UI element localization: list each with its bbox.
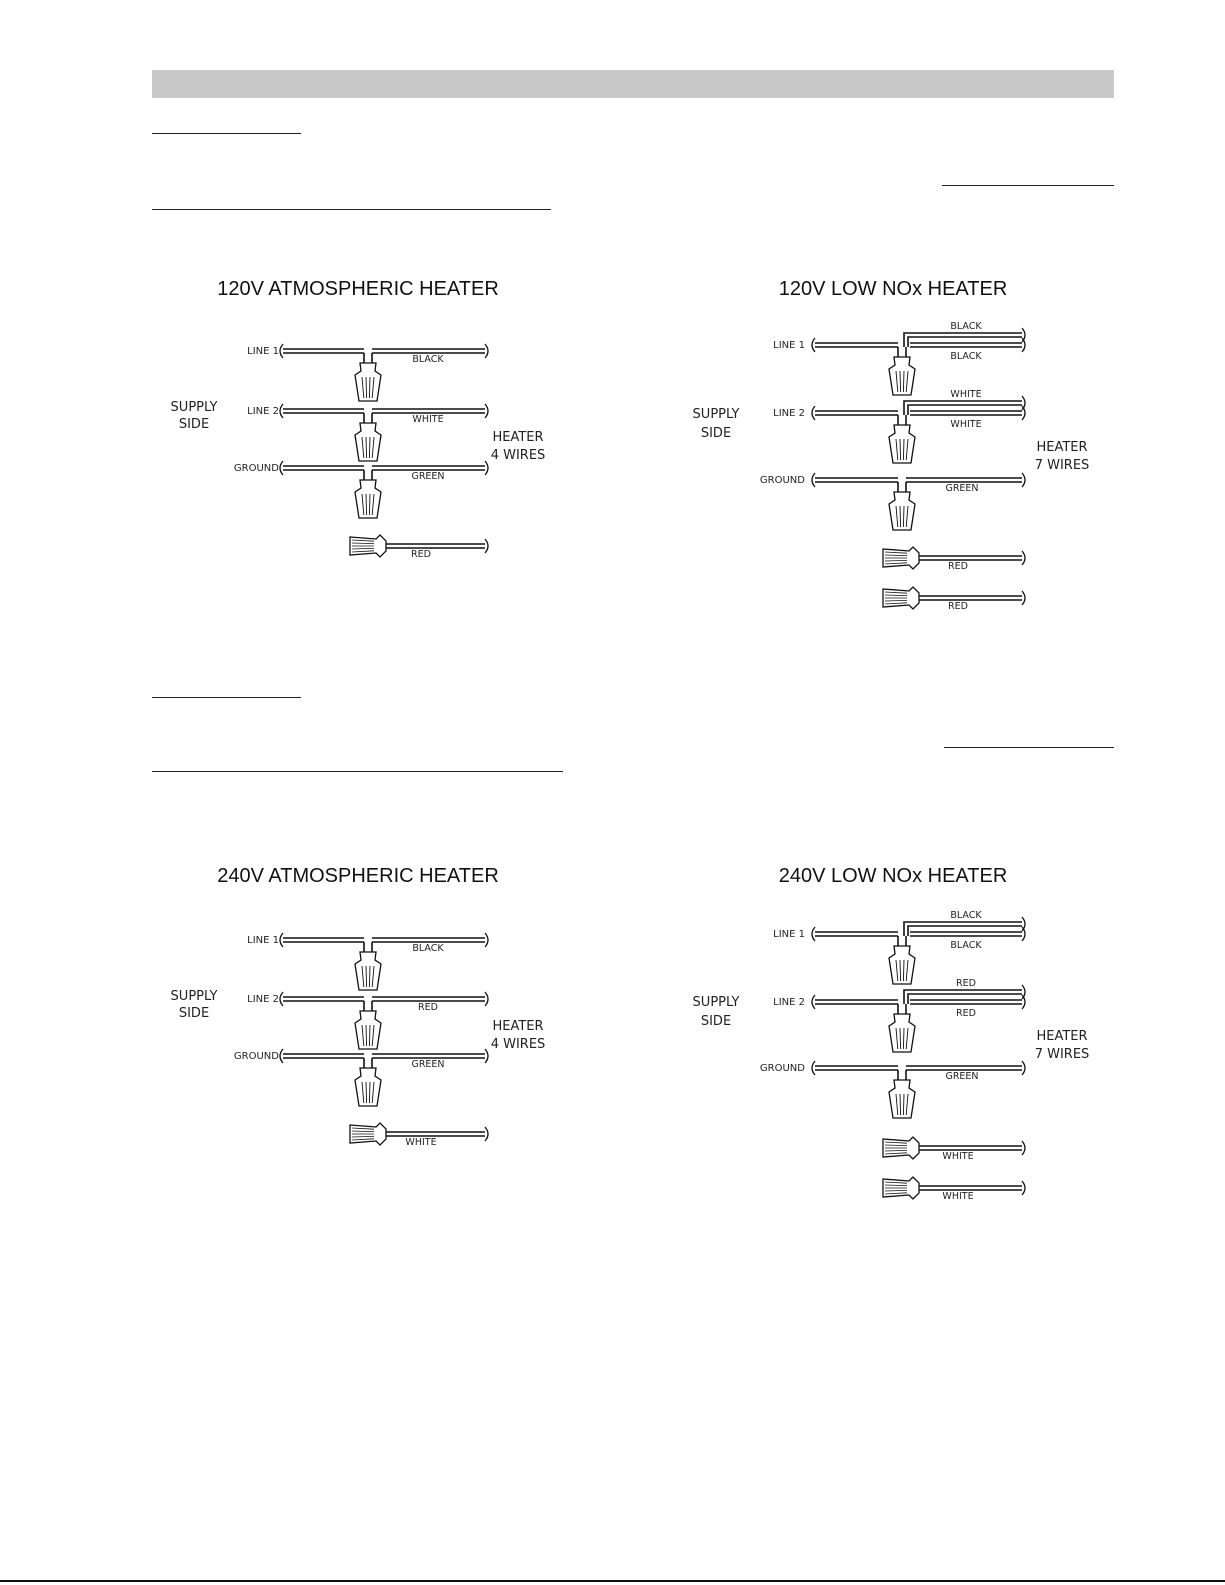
wire-color-label: BLACK [950, 351, 982, 362]
line-label: GROUND [759, 475, 805, 486]
line-line-1 [773, 321, 1025, 395]
line-label: LINE 2 [247, 406, 279, 417]
heater-wires-label: 4 WIRES [490, 1037, 546, 1052]
heater-wires-label: HEATER [492, 1019, 544, 1034]
wire-color-label: BLACK [950, 321, 982, 332]
supply-side-label: SUPPLY [170, 989, 218, 1004]
line-line-2 [247, 992, 488, 1049]
diagram-3 [171, 933, 546, 1148]
diagram-4 [693, 910, 1090, 1202]
line-ground [760, 1061, 1025, 1118]
capped-wire [350, 535, 488, 560]
wire-color-label: BLACK [950, 940, 982, 951]
line-line-2 [773, 389, 1025, 463]
line-label: GROUND [233, 1051, 279, 1062]
wire-color-label: RED [418, 1002, 438, 1013]
heater-wires-label: 4 WIRES [490, 448, 546, 463]
wire-color-label: RED [948, 601, 968, 612]
capped-wire [883, 1177, 1025, 1202]
heater-wires-label: HEATER [492, 430, 544, 445]
heater-wires-label: 7 WIRES [1034, 458, 1090, 473]
diagram-title-120v-low-nox: 120V LOW NOx HEATER [778, 278, 1008, 300]
wire-nut-icon [355, 952, 381, 990]
wire-nut-icon [355, 363, 381, 401]
diagram-title-240v-atmospheric: 240V ATMOSPHERIC HEATER [217, 865, 499, 887]
diagram-2 [693, 321, 1090, 612]
capped-wire [350, 1123, 488, 1148]
line-label: LINE 2 [773, 408, 805, 419]
wire-color-label: GREEN [411, 471, 445, 482]
line-ground [234, 1049, 488, 1106]
line-ground [760, 473, 1025, 530]
line-label: LINE 1 [773, 929, 805, 940]
capped-wire [883, 547, 1025, 572]
wire-color-label: GREEN [945, 483, 979, 494]
wire-nut-icon [889, 946, 915, 984]
wire-nut-icon [355, 1011, 381, 1049]
supply-side-label: SIDE [700, 1014, 732, 1029]
line-label: LINE 2 [773, 997, 805, 1008]
heater-wires-label: HEATER [1036, 440, 1088, 455]
supply-side-label: SUPPLY [170, 400, 218, 415]
line-label: GROUND [233, 463, 279, 474]
supply-side-label: SIDE [178, 417, 210, 432]
supply-side-label: SUPPLY [692, 995, 740, 1010]
line-label: GROUND [759, 1063, 805, 1074]
line-label: LINE 2 [247, 994, 279, 1005]
line-line-2 [247, 404, 488, 461]
line-line-1 [773, 910, 1025, 984]
line-line-1 [247, 933, 488, 990]
wire-color-label: RED [948, 561, 968, 572]
line-label: LINE 1 [773, 340, 805, 351]
diagram-title-240v-low-nox: 240V LOW NOx HEATER [778, 865, 1008, 887]
wire-color-label: WHITE [950, 389, 982, 400]
line-label: LINE 1 [247, 346, 279, 357]
wire-color-label: WHITE [942, 1191, 974, 1202]
heater-wires-label: 7 WIRES [1034, 1047, 1090, 1062]
wire-nut-icon [355, 480, 381, 518]
wire-nut-icon [889, 357, 915, 395]
wire-nut-icon [889, 1080, 915, 1118]
wire-color-label: WHITE [950, 419, 982, 430]
wire-color-label: WHITE [412, 414, 444, 425]
diagram-title-120v-atmospheric: 120V ATMOSPHERIC HEATER [217, 278, 499, 300]
wire-color-label: RED [956, 1008, 976, 1019]
wire-nut-icon [355, 423, 381, 461]
wire-color-label: RED [956, 978, 976, 989]
wire-color-label: RED [411, 549, 431, 560]
wire-color-label: GREEN [945, 1071, 979, 1082]
capped-wire [883, 1137, 1025, 1162]
wire-nut-icon [355, 1068, 381, 1106]
wire-color-label: BLACK [950, 910, 982, 921]
wire-nut-icon [889, 425, 915, 463]
supply-side-label: SUPPLY [692, 407, 740, 422]
line-ground [234, 461, 488, 518]
heater-wires-label: HEATER [1036, 1029, 1088, 1044]
wire-color-label: BLACK [412, 943, 444, 954]
supply-side-label: SIDE [178, 1006, 210, 1021]
wire-nut-icon [889, 492, 915, 530]
wire-color-label: BLACK [412, 354, 444, 365]
supply-side-label: SIDE [700, 426, 732, 441]
wire-color-label: GREEN [411, 1059, 445, 1070]
capped-wire [883, 587, 1025, 612]
line-line-2 [773, 978, 1025, 1052]
wire-color-label: WHITE [942, 1151, 974, 1162]
wire-nut-icon [889, 1014, 915, 1052]
line-line-1 [247, 344, 488, 401]
line-label: LINE 1 [247, 935, 279, 946]
page-bottom-rule [0, 1580, 1225, 1582]
wire-color-label: WHITE [405, 1137, 437, 1148]
diagram-1 [171, 344, 546, 560]
